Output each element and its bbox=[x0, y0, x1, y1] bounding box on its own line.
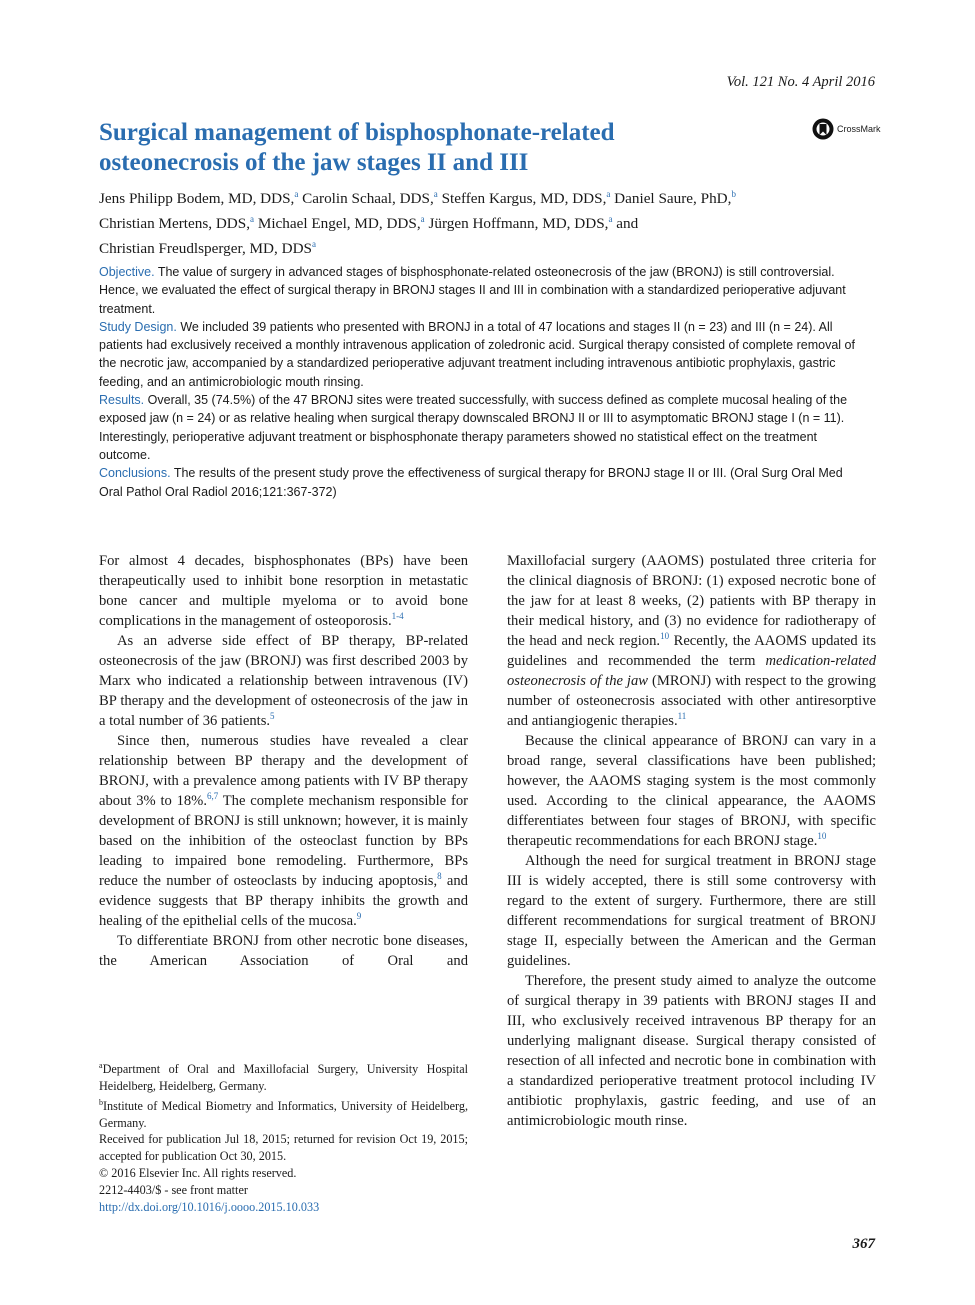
author: Christian Mertens, DDS,$^a$ bbox=[99, 214, 255, 233]
body-paragraph: Since then, numerous studies have revealed a clear relationship between BP therapy and the development of BRONJ, with a prevalence among patients with IV BP therapy about 3% to 18%.$^{6,7}$ The complete mechanism responsible for development of BRONJ is still unknown; however, it is mainly based on the inhibition of the osteoclast function by BPs leading to impaired bone remodeling. Furthermore, BPs reduce the number of osteoclasts by inducing apoptosis,$^8$ and evidence suggests that BP therapy inhibits the growth and healing of the epithelial cells of the mucosa.$^9$ bbox=[99, 733, 469, 929]
author: Christian Freudlsperger, MD, DDS$^a$ bbox=[99, 239, 316, 258]
author-list bbox=[99, 184, 879, 259]
author: Carolin Schaal, DDS,$^a$ bbox=[302, 189, 438, 208]
abstract-objective: Objective. The value of surgery in advanced stages of bisphosphonate-related osteonecrosis of the jaw (BRONJ) is still controversial. Hence, we evaluated the effect of surgical therapy in BRONJ stages II and III in combination with a standardized perioperative adjuvant treatment. bbox=[99, 265, 846, 316]
citation-link[interactable]: 11 bbox=[677, 711, 687, 722]
affiliation-b: $^b$Institute of Medical Biometry and Informatics, University of Heidelberg, Germany. bbox=[99, 1097, 468, 1130]
affiliation-a: $^a$Department of Oral and Maxillofacial Surgery, University Hospital Heidelberg, Heidelberg, Germany. bbox=[99, 1061, 468, 1093]
body-paragraph: Maxillofacial surgery (AAOMS) postulated three criteria for the clinical diagnosis of BRONJ: (1) exposed necrotic bone of the jaw for at least 8 weeks, (2) patients with BP therapy in their medical history, and (3) no evidence for radiotherapy of the head and neck region.$^{10}$ Recently, the AAOMS updated its guidelines and recommended the term medication-related osteonecrosis of the jaw (MRONJ) with respect to the growing number of osteonecrosis associated with other antiresorptive and antiangiogenic therapies.$^{11}$ bbox=[507, 553, 877, 729]
doi-link[interactable]: http://dx.doi.org/10.1016/j.oooo.2015.10.033 bbox=[99, 1199, 320, 1214]
abstract bbox=[99, 263, 859, 501]
body-column-right bbox=[507, 551, 876, 1131]
body-paragraph: As an adverse side effect of BP therapy, BP-related osteonecrosis of the jaw (BRONJ) was first described 2003 by Marx who indicated a relationship between intravenous (IV) BP therapy and the development of osteonecrosis of the jaw in a total number of 36 patients.$^5$ bbox=[99, 633, 468, 729]
citation-link[interactable]: 5 bbox=[270, 711, 275, 722]
body-paragraph: To differentiate BRONJ from other necrotic bone diseases, the American Association of Oral and bbox=[99, 933, 468, 969]
citation-link[interactable]: 8 bbox=[437, 871, 442, 882]
citation-link[interactable]: 1-4 bbox=[391, 611, 404, 622]
abstract-results: Results. Overall, 35 (74.5%) of the 47 BRONJ sites were treated successfully, with success defined as complete mucosal healing of the exposed jaw (n = 24) or as relative healing when surgical therapy downscaled BRONJ II or III to asymptomatic BRONJ stage I (n = 11). Interestingly, perioperative adjuvant treatment or bisphosphonate therapy parameters showed no statistical effect on the treatment outcome. bbox=[99, 393, 848, 462]
citation-link[interactable]: 10 bbox=[660, 631, 670, 642]
abstract-conclusions: Conclusions. The results of the present study prove the effectiveness of surgical therapy for BRONJ stage II or III. (Oral Surg Oral Med Oral Pathol Oral Radiol 2016;121:367-372) bbox=[99, 466, 843, 499]
body-paragraph: Therefore, the present study aimed to analyze the outcome of surgical therapy in 39 patients with BRONJ stages II and III, who exclusively received intravenous BP therapy for an underlying malignant disease. Surgical therapy consisted of resection of all infected and necrotic bone in combination with a standardized perioperative treatment protocol including IV antibiotic prophylaxis, gastric feeding, and use of an antimicrobiologic mouth rinse. bbox=[507, 973, 876, 1129]
copyright-notice: © 2016 Elsevier Inc. All rights reserved. bbox=[99, 1165, 297, 1180]
crossmark-label: CrossMark bbox=[837, 124, 881, 134]
body-paragraph: For almost 4 decades, bisphosphonates (BPs) have been therapeutically used to inhibit bone resorption in metastatic bone cancer and multiple myeloma or to avoid bone complications in the management of osteoporosis.$^{1-4}$ bbox=[99, 553, 468, 629]
citation-link[interactable]: 10 bbox=[817, 831, 827, 842]
citation-link[interactable]: 6,7 bbox=[206, 791, 219, 802]
journal-issue-info: Vol. 121 No. 4 April 2016 bbox=[726, 74, 875, 90]
author: Steffen Kargus, MD, DDS,$^a$ bbox=[441, 189, 611, 208]
author: Jürgen Hoffmann, MD, DDS,$^a$ bbox=[428, 214, 613, 233]
issn: 2212-4403/$ - see front matter bbox=[99, 1182, 248, 1197]
page-number: 367 bbox=[852, 1236, 875, 1252]
body-column-left bbox=[99, 551, 468, 971]
article-title: Surgical management of bisphosphonate-related osteonecrosis of the jaw stages II and III bbox=[99, 119, 615, 176]
publication-history: Received for publication Jul 18, 2015; returned for revision Oct 19, 2015; accepted for publication Oct 30, 2015. bbox=[99, 1132, 468, 1164]
citation-link[interactable]: 9 bbox=[356, 911, 362, 922]
crossmark-badge[interactable] bbox=[812, 118, 881, 140]
crossmark-icon bbox=[812, 118, 834, 140]
author: Michael Engel, MD, DDS,$^a$ bbox=[257, 214, 425, 233]
abstract-study-design: Study Design. We included 39 patients who presented with BRONJ in a total of 47 locations and stages II (n = 23) and III (n = 24). All patients had exclusively received a monthly intravenous application of zoledronic acid. Surgical therapy consisted of complete removal of the necrotic jaw, accompanied by a standardized perioperative adjuvant treatment including intravenous antibiotic prophylaxis, gastric feeding, and an antimicrobiologic mouth rinsing. bbox=[99, 319, 855, 389]
author: Jens Philipp Bodem, MD, DDS,$^a$ bbox=[99, 189, 299, 208]
author-conjunction: and bbox=[616, 215, 639, 233]
body-paragraph: Because the clinical appearance of BRONJ can vary in a broad range, several classifications have been published; however, the AAOMS staging system is the most commonly used. According to the clinical appearance, the AAOMS differentiates between four stages of BRONJ, with specific therapeutic recommendations for each BRONJ stage.$^{10}$ bbox=[507, 733, 876, 849]
footnotes bbox=[99, 1058, 468, 1215]
body-paragraph: Although the need for surgical treatment in BRONJ stage III is widely accepted, there is still some controversy with regard to the extent of surgery. Furthermore, there are still different recommendations for surgical treatment of BRONJ stage II, especially between the American and the German guidelines. bbox=[507, 853, 876, 969]
author: Daniel Saure, PhD,$^b$ bbox=[614, 189, 736, 208]
